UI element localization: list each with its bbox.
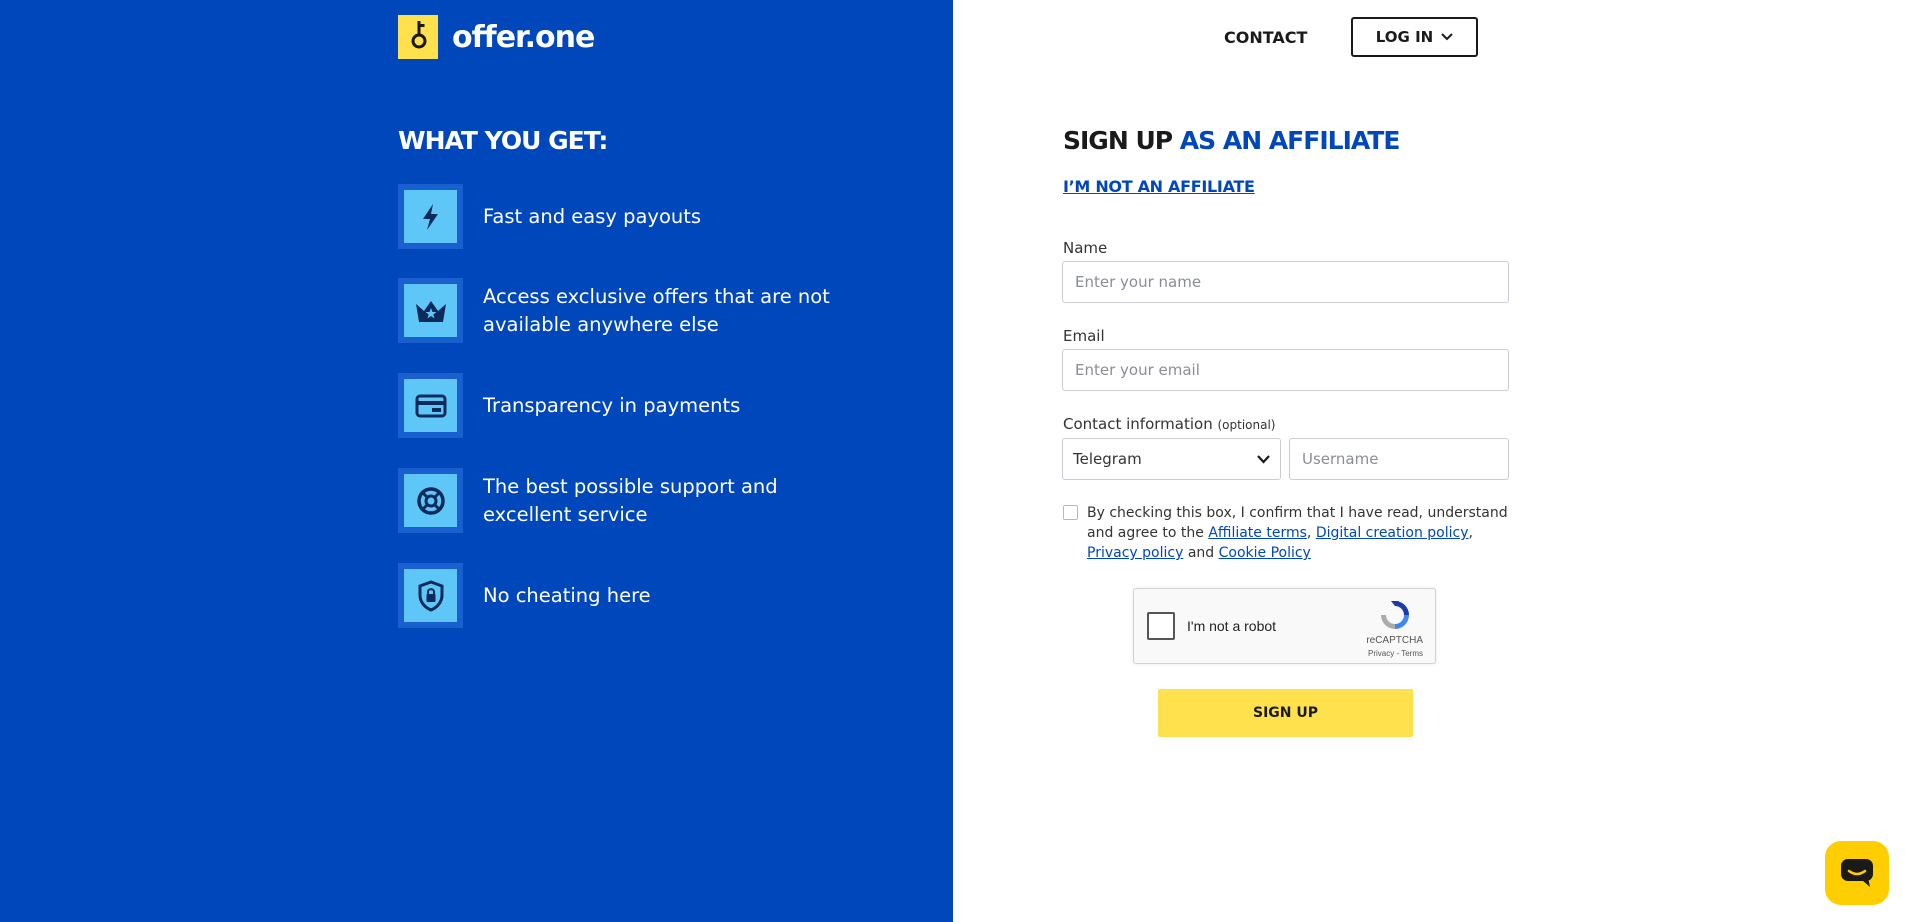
login-dropdown-button[interactable] xyxy=(1351,17,1478,57)
login-label: LOG IN xyxy=(1375,28,1434,46)
key-logo-icon xyxy=(398,15,438,59)
username-input[interactable] xyxy=(1289,438,1509,480)
email-input[interactable] xyxy=(1062,349,1509,391)
contact-method-value: Telegram xyxy=(1073,450,1142,468)
contact-method-select[interactable] xyxy=(1062,438,1281,480)
lifebuoy-icon xyxy=(404,474,457,527)
recaptcha-checkbox[interactable] xyxy=(1147,612,1175,640)
contact-info-label: Contact information (optional) xyxy=(1063,415,1276,433)
terms-agreement xyxy=(1063,503,1512,563)
recaptcha-widget xyxy=(1133,588,1436,664)
feature-text: The best possible support and excellent service xyxy=(483,474,778,526)
optional-hint: (optional) xyxy=(1217,418,1276,432)
digital-policy-link[interactable]: Digital creation policy xyxy=(1315,525,1469,541)
title-main: SIGN UP xyxy=(1063,126,1173,155)
name-input[interactable] xyxy=(1062,261,1509,303)
brand-name: offer.one xyxy=(452,19,595,55)
feature-text: Transparency in payments xyxy=(483,393,741,417)
feature-text: Fast and easy payouts xyxy=(483,204,702,228)
feature-item xyxy=(398,563,853,628)
page-title xyxy=(1063,126,1399,155)
recaptcha-links[interactable]: Privacy - Terms xyxy=(1368,649,1423,658)
feature-item xyxy=(398,278,853,343)
recaptcha-label: I'm not a robot xyxy=(1187,618,1277,634)
recaptcha-brand: reCAPTCHA xyxy=(1366,635,1423,646)
email-label: Email xyxy=(1063,327,1105,345)
feature-text: No cheating here xyxy=(483,583,651,607)
shield-lock-icon xyxy=(404,569,457,622)
lightning-icon xyxy=(404,190,457,243)
signup-button[interactable]: SIGN UP xyxy=(1158,689,1413,737)
logo[interactable] xyxy=(398,15,594,59)
credit-card-icon xyxy=(404,379,457,432)
feature-item xyxy=(398,468,853,533)
name-label: Name xyxy=(1063,239,1108,257)
chat-button[interactable] xyxy=(1825,841,1889,905)
chevron-down-icon xyxy=(1441,33,1453,41)
crown-icon xyxy=(404,284,457,337)
terms-text: By checking this box, I confirm that I have read, understand and agree to the Affiliate terms, Digital creation policy, Privacy policy and Cookie Policy xyxy=(1087,505,1508,561)
chat-icon xyxy=(1840,858,1874,888)
chevron-down-icon xyxy=(1257,455,1270,464)
terms-checkbox[interactable] xyxy=(1063,505,1078,520)
title-accent: AS AN AFFILIATE xyxy=(1179,126,1400,155)
contact-link[interactable]: CONTACT xyxy=(1224,28,1308,47)
feature-text: Access exclusive offers that are not available anywhere else xyxy=(483,284,830,336)
cookie-policy-link[interactable]: Cookie Policy xyxy=(1218,545,1311,561)
benefits-heading: WHAT YOU GET: xyxy=(398,126,608,155)
recaptcha-logo-icon xyxy=(1377,597,1413,633)
privacy-policy-link[interactable]: Privacy policy xyxy=(1087,545,1184,561)
feature-item xyxy=(398,184,853,249)
not-affiliate-link[interactable]: I’M NOT AN AFFILIATE xyxy=(1063,177,1255,196)
feature-item xyxy=(398,373,853,438)
affiliate-terms-link[interactable]: Affiliate terms xyxy=(1208,525,1307,541)
